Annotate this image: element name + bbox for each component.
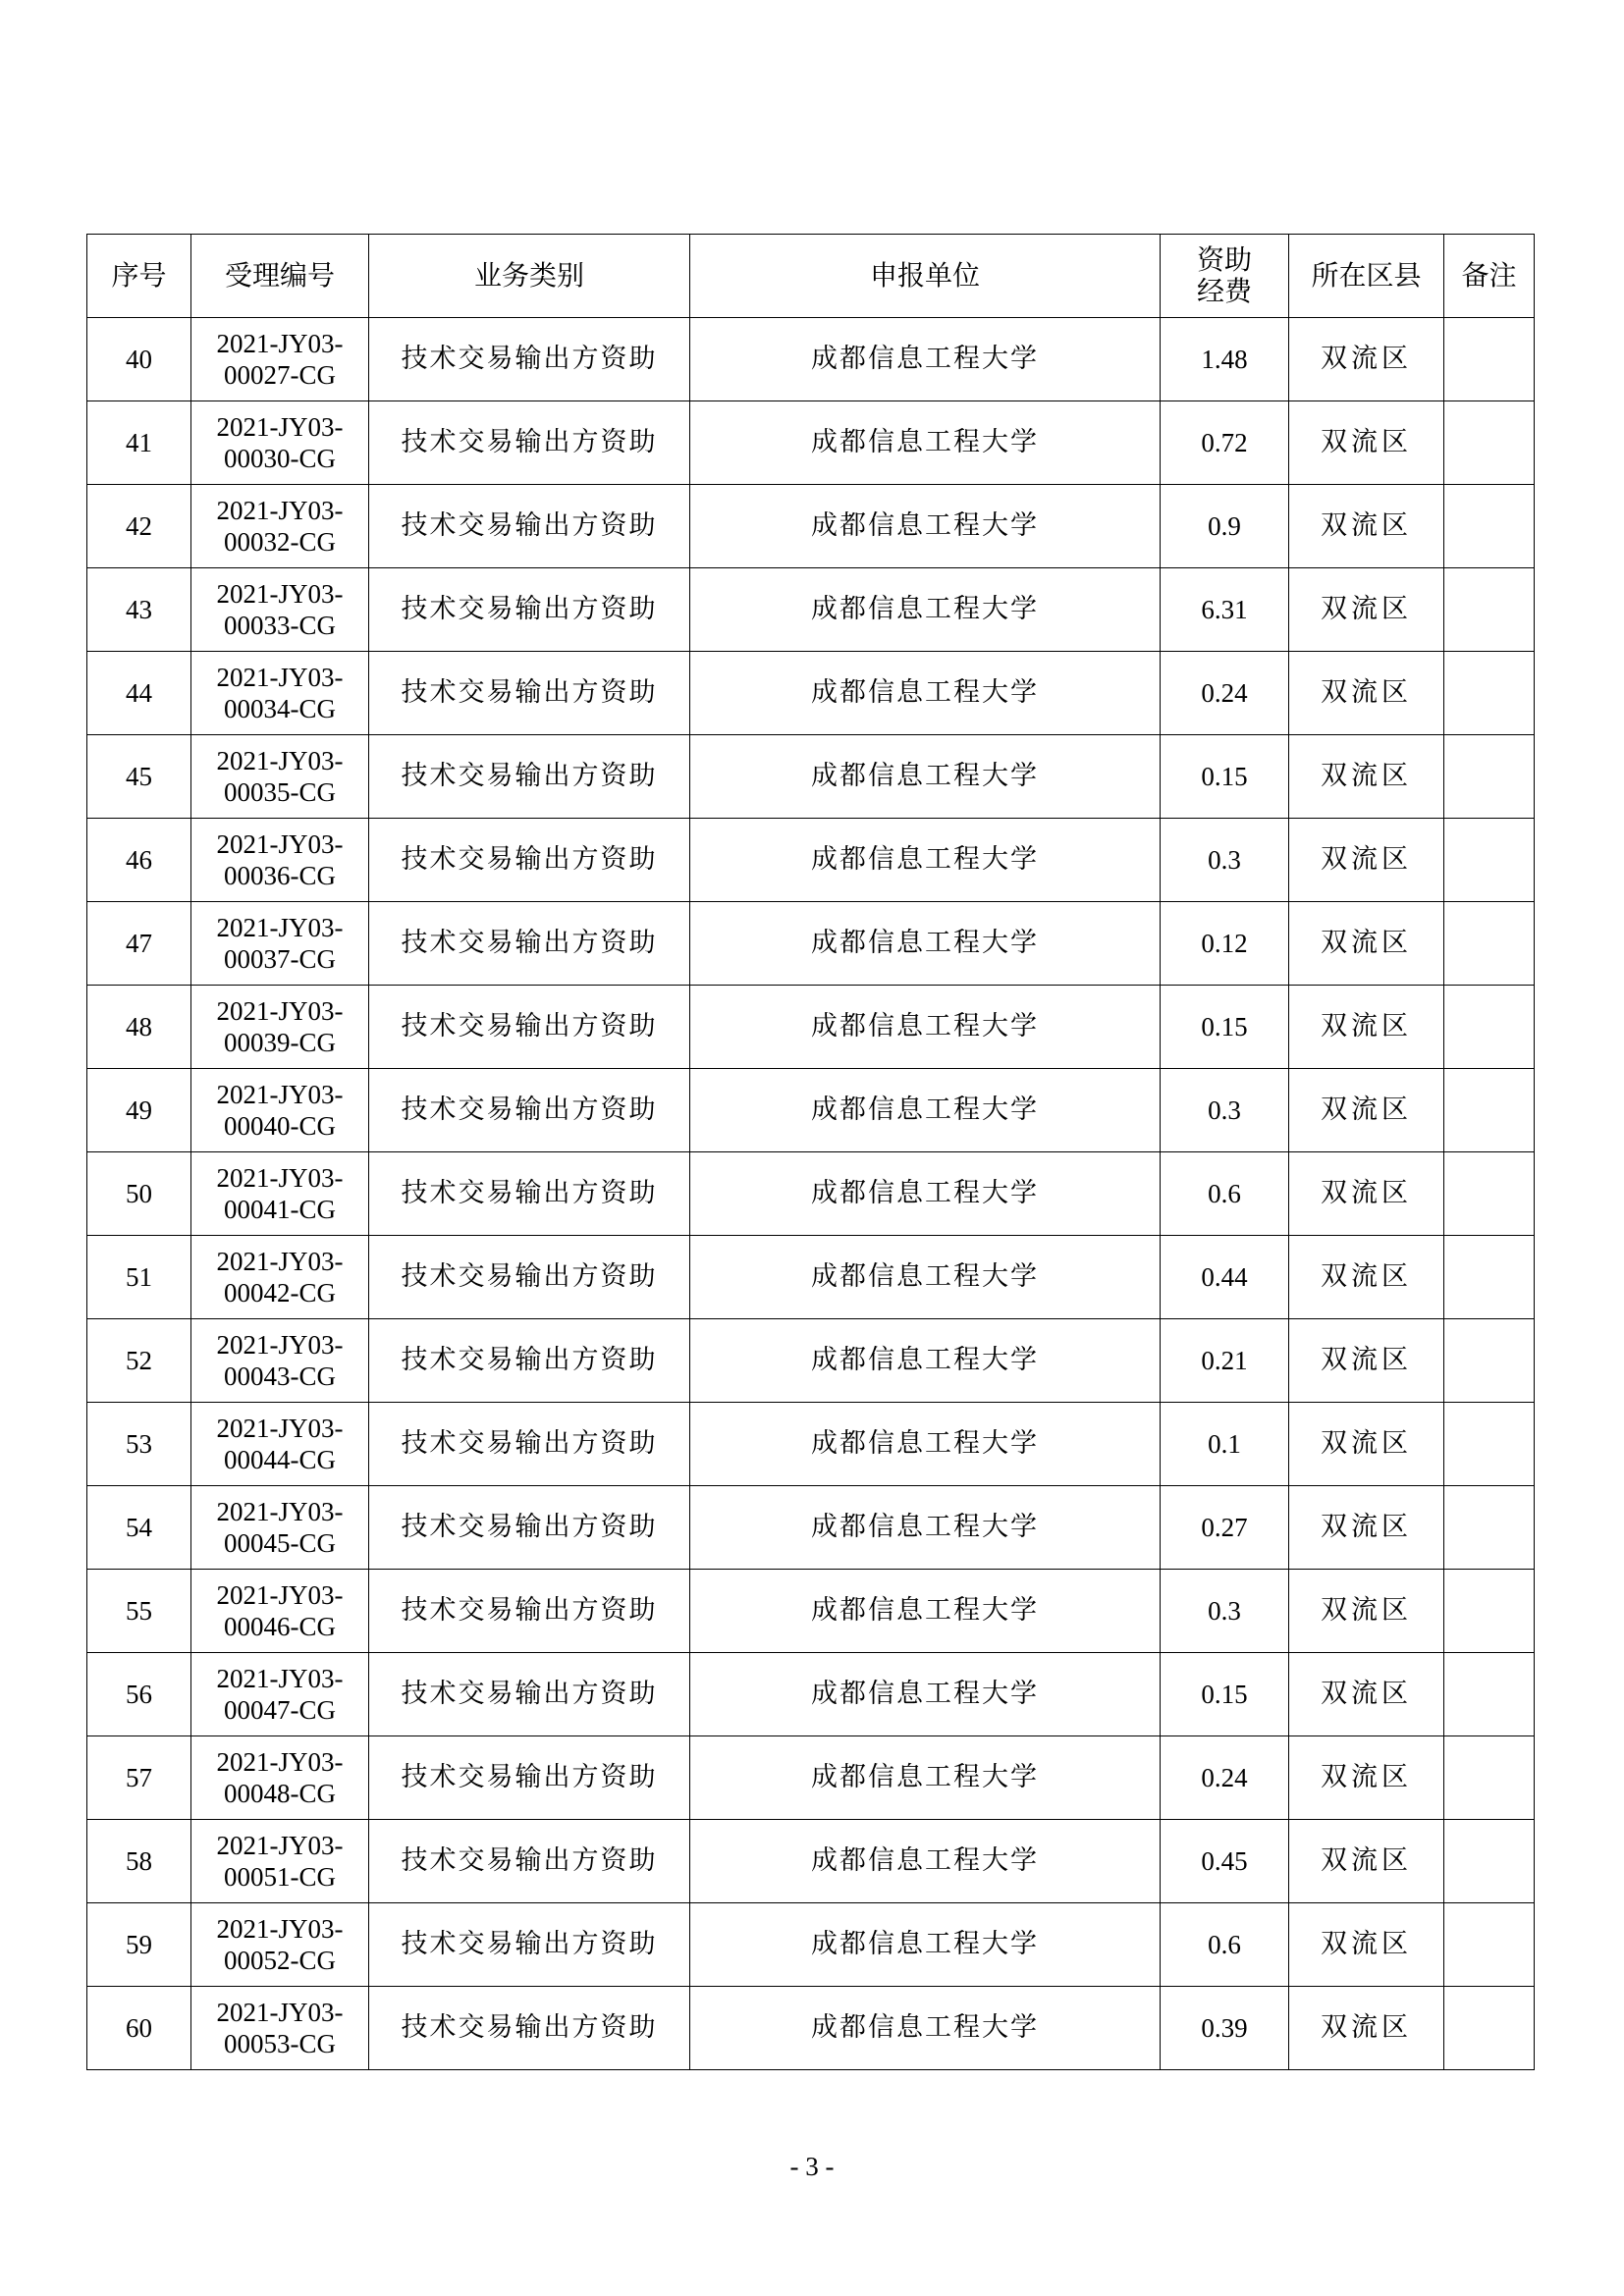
cell-funding: 0.3 bbox=[1161, 1570, 1289, 1653]
cell-remark bbox=[1444, 652, 1535, 735]
cell-district: 双流区 bbox=[1289, 1152, 1444, 1236]
cell-district: 双流区 bbox=[1289, 318, 1444, 401]
cell-district: 双流区 bbox=[1289, 819, 1444, 902]
table-header bbox=[87, 235, 1535, 318]
cell-category: 技术交易输出方资助 bbox=[369, 1236, 690, 1319]
cell-district: 双流区 bbox=[1289, 568, 1444, 652]
cell-code-line2: 00047-CG bbox=[224, 1695, 336, 1725]
cell-funding: 0.15 bbox=[1161, 1653, 1289, 1736]
table-row bbox=[87, 401, 1535, 485]
cell-funding: 0.39 bbox=[1161, 1987, 1289, 2070]
cell-code-line2: 00044-CG bbox=[224, 1445, 336, 1474]
cell-seq: 56 bbox=[87, 1653, 191, 1736]
cell-category: 技术交易输出方资助 bbox=[369, 1987, 690, 2070]
table-row bbox=[87, 902, 1535, 986]
cell-code-line1: 2021-JY03- bbox=[216, 1247, 344, 1276]
cell-funding: 0.27 bbox=[1161, 1486, 1289, 1570]
cell-funding: 0.24 bbox=[1161, 652, 1289, 735]
cell-code bbox=[191, 1987, 369, 2070]
cell-code bbox=[191, 1653, 369, 1736]
table-row bbox=[87, 1570, 1535, 1653]
cell-code-line1: 2021-JY03- bbox=[216, 1998, 344, 2027]
cell-code bbox=[191, 819, 369, 902]
table-row bbox=[87, 1820, 1535, 1903]
cell-seq: 50 bbox=[87, 1152, 191, 1236]
cell-code bbox=[191, 1570, 369, 1653]
cell-code-line1: 2021-JY03- bbox=[216, 1747, 344, 1777]
cell-seq: 60 bbox=[87, 1987, 191, 2070]
cell-funding: 0.3 bbox=[1161, 819, 1289, 902]
cell-code-line2: 00043-CG bbox=[224, 1362, 336, 1391]
header-funding-line1: 资助 bbox=[1196, 243, 1252, 276]
cell-code-line2: 00046-CG bbox=[224, 1612, 336, 1641]
cell-district: 双流区 bbox=[1289, 735, 1444, 819]
cell-remark bbox=[1444, 1820, 1535, 1903]
cell-code-line2: 00042-CG bbox=[224, 1278, 336, 1308]
cell-funding: 0.12 bbox=[1161, 902, 1289, 986]
cell-remark bbox=[1444, 1152, 1535, 1236]
cell-district: 双流区 bbox=[1289, 401, 1444, 485]
cell-unit: 成都信息工程大学 bbox=[690, 1820, 1161, 1903]
cell-code bbox=[191, 1403, 369, 1486]
table-row bbox=[87, 1486, 1535, 1570]
cell-unit: 成都信息工程大学 bbox=[690, 1903, 1161, 1987]
cell-seq: 44 bbox=[87, 652, 191, 735]
cell-unit: 成都信息工程大学 bbox=[690, 318, 1161, 401]
cell-category: 技术交易输出方资助 bbox=[369, 1069, 690, 1152]
cell-funding: 0.24 bbox=[1161, 1736, 1289, 1820]
table-row bbox=[87, 1736, 1535, 1820]
cell-unit: 成都信息工程大学 bbox=[690, 401, 1161, 485]
table-row bbox=[87, 1403, 1535, 1486]
cell-code-line1: 2021-JY03- bbox=[216, 746, 344, 775]
cell-district: 双流区 bbox=[1289, 1486, 1444, 1570]
cell-code-line2: 00030-CG bbox=[224, 444, 336, 473]
cell-funding: 0.15 bbox=[1161, 986, 1289, 1069]
cell-district: 双流区 bbox=[1289, 1903, 1444, 1987]
cell-remark bbox=[1444, 1069, 1535, 1152]
cell-code-line2: 00053-CG bbox=[224, 2029, 336, 2058]
cell-category: 技术交易输出方资助 bbox=[369, 568, 690, 652]
cell-seq: 55 bbox=[87, 1570, 191, 1653]
cell-code bbox=[191, 986, 369, 1069]
page-number: - 3 - bbox=[789, 2152, 835, 2181]
cell-category: 技术交易输出方资助 bbox=[369, 1736, 690, 1820]
cell-unit: 成都信息工程大学 bbox=[690, 1736, 1161, 1820]
cell-seq: 46 bbox=[87, 819, 191, 902]
cell-seq: 43 bbox=[87, 568, 191, 652]
cell-category: 技术交易输出方资助 bbox=[369, 1486, 690, 1570]
cell-category: 技术交易输出方资助 bbox=[369, 485, 690, 568]
cell-code bbox=[191, 568, 369, 652]
cell-category: 技术交易输出方资助 bbox=[369, 1152, 690, 1236]
cell-code-line2: 00045-CG bbox=[224, 1528, 336, 1558]
header-category: 业务类别 bbox=[369, 235, 690, 318]
cell-code-line2: 00034-CG bbox=[224, 694, 336, 723]
cell-category: 技术交易输出方资助 bbox=[369, 1903, 690, 1987]
cell-code bbox=[191, 401, 369, 485]
cell-seq: 57 bbox=[87, 1736, 191, 1820]
cell-funding: 0.45 bbox=[1161, 1820, 1289, 1903]
table-row bbox=[87, 318, 1535, 401]
cell-remark bbox=[1444, 1653, 1535, 1736]
table-row bbox=[87, 1236, 1535, 1319]
table-row bbox=[87, 819, 1535, 902]
cell-seq: 53 bbox=[87, 1403, 191, 1486]
cell-code-line2: 00041-CG bbox=[224, 1195, 336, 1224]
cell-remark bbox=[1444, 568, 1535, 652]
table-row bbox=[87, 485, 1535, 568]
funding-table bbox=[86, 234, 1535, 2070]
cell-code bbox=[191, 485, 369, 568]
cell-category: 技术交易输出方资助 bbox=[369, 1653, 690, 1736]
table-row bbox=[87, 735, 1535, 819]
table-row bbox=[87, 1987, 1535, 2070]
cell-code-line2: 00051-CG bbox=[224, 1862, 336, 1892]
header-unit: 申报单位 bbox=[690, 235, 1161, 318]
cell-remark bbox=[1444, 401, 1535, 485]
cell-district: 双流区 bbox=[1289, 1069, 1444, 1152]
cell-code-line1: 2021-JY03- bbox=[216, 579, 344, 609]
cell-district: 双流区 bbox=[1289, 485, 1444, 568]
cell-seq: 49 bbox=[87, 1069, 191, 1152]
cell-code bbox=[191, 652, 369, 735]
cell-code-line1: 2021-JY03- bbox=[216, 663, 344, 692]
cell-category: 技术交易输出方资助 bbox=[369, 1570, 690, 1653]
table-row bbox=[87, 986, 1535, 1069]
header-district: 所在区县 bbox=[1289, 235, 1444, 318]
cell-funding: 0.6 bbox=[1161, 1903, 1289, 1987]
cell-unit: 成都信息工程大学 bbox=[690, 1069, 1161, 1152]
cell-unit: 成都信息工程大学 bbox=[690, 652, 1161, 735]
cell-remark bbox=[1444, 1987, 1535, 2070]
cell-funding: 0.3 bbox=[1161, 1069, 1289, 1152]
cell-code-line2: 00039-CG bbox=[224, 1028, 336, 1057]
cell-seq: 59 bbox=[87, 1903, 191, 1987]
cell-district: 双流区 bbox=[1289, 902, 1444, 986]
cell-seq: 47 bbox=[87, 902, 191, 986]
cell-code-line1: 2021-JY03- bbox=[216, 329, 344, 358]
cell-unit: 成都信息工程大学 bbox=[690, 1152, 1161, 1236]
cell-code-line2: 00032-CG bbox=[224, 527, 336, 557]
cell-code-line2: 00040-CG bbox=[224, 1111, 336, 1141]
cell-code-line1: 2021-JY03- bbox=[216, 996, 344, 1026]
cell-code bbox=[191, 1319, 369, 1403]
header-seq: 序号 bbox=[87, 235, 191, 318]
cell-code-line1: 2021-JY03- bbox=[216, 1580, 344, 1610]
cell-code-line1: 2021-JY03- bbox=[216, 1497, 344, 1526]
cell-category: 技术交易输出方资助 bbox=[369, 819, 690, 902]
cell-unit: 成都信息工程大学 bbox=[690, 1486, 1161, 1570]
cell-seq: 51 bbox=[87, 1236, 191, 1319]
cell-code bbox=[191, 1486, 369, 1570]
cell-remark bbox=[1444, 485, 1535, 568]
cell-category: 技术交易输出方资助 bbox=[369, 1403, 690, 1486]
cell-district: 双流区 bbox=[1289, 986, 1444, 1069]
cell-seq: 42 bbox=[87, 485, 191, 568]
cell-seq: 52 bbox=[87, 1319, 191, 1403]
table-body bbox=[87, 318, 1535, 2070]
cell-district: 双流区 bbox=[1289, 1319, 1444, 1403]
cell-remark bbox=[1444, 735, 1535, 819]
cell-category: 技术交易输出方资助 bbox=[369, 1820, 690, 1903]
cell-code-line2: 00027-CG bbox=[224, 360, 336, 390]
cell-code bbox=[191, 1236, 369, 1319]
table-row bbox=[87, 1319, 1535, 1403]
cell-district: 双流区 bbox=[1289, 1403, 1444, 1486]
cell-category: 技术交易输出方资助 bbox=[369, 652, 690, 735]
cell-unit: 成都信息工程大学 bbox=[690, 1236, 1161, 1319]
cell-remark bbox=[1444, 318, 1535, 401]
cell-code-line1: 2021-JY03- bbox=[216, 1163, 344, 1193]
cell-funding: 0.15 bbox=[1161, 735, 1289, 819]
cell-remark bbox=[1444, 819, 1535, 902]
cell-code bbox=[191, 1152, 369, 1236]
cell-funding: 0.6 bbox=[1161, 1152, 1289, 1236]
cell-district: 双流区 bbox=[1289, 1820, 1444, 1903]
cell-category: 技术交易输出方资助 bbox=[369, 902, 690, 986]
cell-code bbox=[191, 318, 369, 401]
cell-unit: 成都信息工程大学 bbox=[690, 1403, 1161, 1486]
cell-funding: 0.44 bbox=[1161, 1236, 1289, 1319]
header-code: 受理编号 bbox=[191, 235, 369, 318]
cell-code bbox=[191, 735, 369, 819]
cell-code-line1: 2021-JY03- bbox=[216, 1414, 344, 1443]
cell-seq: 41 bbox=[87, 401, 191, 485]
table-row bbox=[87, 1903, 1535, 1987]
cell-district: 双流区 bbox=[1289, 652, 1444, 735]
cell-funding: 0.1 bbox=[1161, 1403, 1289, 1486]
cell-funding: 0.72 bbox=[1161, 401, 1289, 485]
cell-funding: 0.9 bbox=[1161, 485, 1289, 568]
table-row bbox=[87, 1069, 1535, 1152]
cell-category: 技术交易输出方资助 bbox=[369, 1319, 690, 1403]
cell-code-line2: 00052-CG bbox=[224, 1946, 336, 1975]
cell-remark bbox=[1444, 1903, 1535, 1987]
cell-code-line1: 2021-JY03- bbox=[216, 412, 344, 442]
table-row bbox=[87, 568, 1535, 652]
table-row bbox=[87, 1152, 1535, 1236]
cell-unit: 成都信息工程大学 bbox=[690, 485, 1161, 568]
cell-funding: 1.48 bbox=[1161, 318, 1289, 401]
cell-seq: 45 bbox=[87, 735, 191, 819]
cell-unit: 成都信息工程大学 bbox=[690, 735, 1161, 819]
cell-remark bbox=[1444, 1486, 1535, 1570]
cell-code-line2: 00035-CG bbox=[224, 777, 336, 807]
cell-category: 技术交易输出方资助 bbox=[369, 986, 690, 1069]
header-funding bbox=[1161, 235, 1289, 318]
cell-code-line1: 2021-JY03- bbox=[216, 913, 344, 942]
cell-unit: 成都信息工程大学 bbox=[690, 568, 1161, 652]
cell-category: 技术交易输出方资助 bbox=[369, 318, 690, 401]
cell-remark bbox=[1444, 1736, 1535, 1820]
cell-seq: 54 bbox=[87, 1486, 191, 1570]
cell-code-line1: 2021-JY03- bbox=[216, 1080, 344, 1109]
cell-remark bbox=[1444, 1236, 1535, 1319]
cell-remark bbox=[1444, 986, 1535, 1069]
cell-code bbox=[191, 1736, 369, 1820]
cell-unit: 成都信息工程大学 bbox=[690, 1319, 1161, 1403]
table-row bbox=[87, 652, 1535, 735]
header-row bbox=[87, 235, 1535, 318]
cell-funding: 6.31 bbox=[1161, 568, 1289, 652]
cell-remark bbox=[1444, 902, 1535, 986]
cell-seq: 58 bbox=[87, 1820, 191, 1903]
cell-seq: 48 bbox=[87, 986, 191, 1069]
cell-code-line1: 2021-JY03- bbox=[216, 1330, 344, 1360]
cell-code-line2: 00033-CG bbox=[224, 611, 336, 640]
header-funding-line2: 经费 bbox=[1196, 275, 1252, 307]
cell-seq: 40 bbox=[87, 318, 191, 401]
cell-district: 双流区 bbox=[1289, 1653, 1444, 1736]
cell-code-line1: 2021-JY03- bbox=[216, 496, 344, 525]
table-row bbox=[87, 1653, 1535, 1736]
cell-unit: 成都信息工程大学 bbox=[690, 1653, 1161, 1736]
cell-code-line1: 2021-JY03- bbox=[216, 1914, 344, 1944]
cell-code-line1: 2021-JY03- bbox=[216, 1664, 344, 1693]
cell-unit: 成都信息工程大学 bbox=[690, 1570, 1161, 1653]
cell-category: 技术交易输出方资助 bbox=[369, 401, 690, 485]
cell-funding: 0.21 bbox=[1161, 1319, 1289, 1403]
cell-code-line2: 00036-CG bbox=[224, 861, 336, 890]
cell-code-line1: 2021-JY03- bbox=[216, 1831, 344, 1860]
cell-code-line2: 00048-CG bbox=[224, 1779, 336, 1808]
cell-code-line1: 2021-JY03- bbox=[216, 829, 344, 859]
cell-category: 技术交易输出方资助 bbox=[369, 735, 690, 819]
cell-district: 双流区 bbox=[1289, 1236, 1444, 1319]
cell-unit: 成都信息工程大学 bbox=[690, 902, 1161, 986]
cell-unit: 成都信息工程大学 bbox=[690, 986, 1161, 1069]
cell-district: 双流区 bbox=[1289, 1570, 1444, 1653]
cell-code bbox=[191, 1820, 369, 1903]
cell-remark bbox=[1444, 1403, 1535, 1486]
cell-remark bbox=[1444, 1570, 1535, 1653]
cell-code bbox=[191, 1069, 369, 1152]
cell-unit: 成都信息工程大学 bbox=[690, 819, 1161, 902]
cell-code-line2: 00037-CG bbox=[224, 944, 336, 974]
cell-unit: 成都信息工程大学 bbox=[690, 1987, 1161, 2070]
cell-district: 双流区 bbox=[1289, 1987, 1444, 2070]
cell-code bbox=[191, 1903, 369, 1987]
cell-code bbox=[191, 902, 369, 986]
cell-district: 双流区 bbox=[1289, 1736, 1444, 1820]
cell-remark bbox=[1444, 1319, 1535, 1403]
header-remark: 备注 bbox=[1444, 235, 1535, 318]
